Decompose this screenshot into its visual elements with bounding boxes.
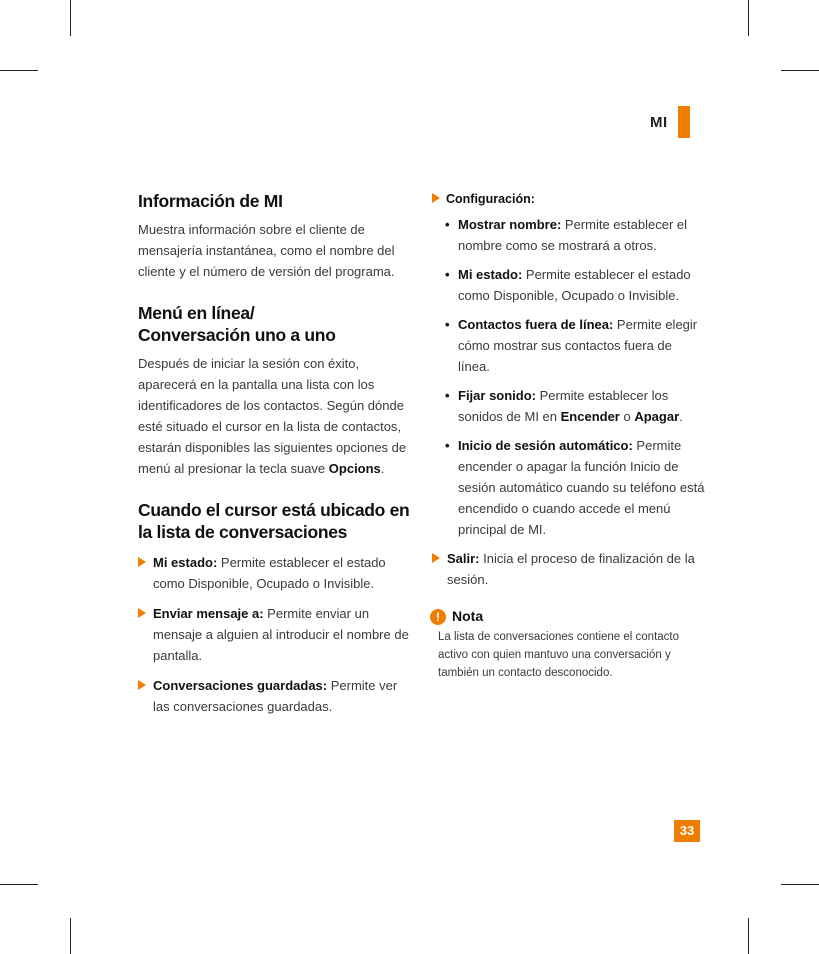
crop-mark [70,0,71,36]
list-item [445,264,707,306]
or-text: o [619,409,635,424]
cursor-heading: Cuando el cursor está ubicado en la lista de conversaciones [138,500,410,542]
right-column [432,188,707,682]
menu-heading-line1: Menú en línea/ [138,303,255,323]
menu-paragraph-end: . [380,461,385,476]
crop-mark [748,0,749,36]
encender-label: Encender [560,409,620,424]
item-text: Permite establecer los sonidos de MI en [458,388,669,424]
note-box [432,606,707,682]
bullet-dot-icon: • [445,267,450,282]
list-item [445,314,707,377]
info-paragraph: Muestra información sobre el cliente de mensajería instantánea, como el nombre del cliente y el número de versión del programa. [138,222,395,279]
item-text: Permite establecer el nombre como se mostrará a otros. [458,217,688,253]
item-text: Permite ver las conversaciones guardadas. [153,678,398,714]
bullet-dot-icon: • [445,438,450,453]
section-tab-bar [678,106,690,138]
menu-heading-line2: Conversación uno a uno [138,325,336,345]
item-term: Mostrar nombre: [458,217,562,232]
bullet-dot-icon: • [445,388,450,403]
crop-mark [0,70,38,71]
page-number: 33 [674,820,700,842]
list-item [432,548,707,590]
config-heading-text: Configuración: [446,192,535,206]
apagar-label: Apagar [634,409,680,424]
info-heading: Información de MI [138,191,283,211]
opcions-key-label: Opcions [328,461,381,476]
list-item [138,552,413,594]
list-item [445,385,707,427]
crop-mark [781,884,819,885]
item-term: Conversaciones guardadas: [153,678,328,693]
config-list [445,214,707,540]
list-item [445,214,707,256]
menu-paragraph [138,353,413,479]
left-column [138,190,413,726]
triangle-bullet-icon [138,608,146,618]
item-text: Permite establecer el estado como Disponible, Ocupado o Invisible. [153,555,386,591]
triangle-bullet-icon [138,680,146,690]
item-term: Enviar mensaje a: [153,606,264,621]
config-heading [432,188,707,210]
triangle-bullet-icon [138,557,146,567]
item-text: Permite enviar un mensaje a alguien al introducir el nombre de pantalla. [153,606,409,663]
item-term: Mi estado: [458,267,523,282]
crop-mark [781,70,819,71]
item-term: Contactos fuera de línea: [458,317,614,332]
item-end: . [679,409,683,424]
item-text: Inicia el proceso de finalización de la sesión. [447,551,695,587]
note-title: Nota [452,608,484,624]
section-label: MI [650,113,668,131]
section-tab [650,106,690,138]
list-item [138,675,413,717]
bullet-dot-icon: • [445,217,450,232]
triangle-bullet-icon [432,553,440,563]
list-item [445,435,707,540]
crop-mark [0,884,38,885]
item-text: Permite encender o apagar la función Inicio de sesión automático cuando su teléfono está encendido o cuando accede el menú principal de MI. [458,438,705,537]
item-term: Inicio de sesión automático: [458,438,633,453]
crop-mark [748,918,749,954]
triangle-bullet-icon [432,193,440,203]
note-body: La lista de conversaciones contiene el contacto activo con quien mantuvo una conversación y también un contacto desconocido. [438,631,680,679]
menu-heading [138,302,413,346]
warning-icon: ! [430,609,446,625]
crop-mark [70,918,71,954]
bullet-dot-icon: • [445,317,450,332]
item-term: Salir: [447,551,480,566]
item-term: Mi estado: [153,555,218,570]
menu-paragraph-text: Después de iniciar la sesión con éxito, aparecerá en la pantalla una lista con los identificadores de los contactos. Según dónde esté situado el cursor en la lista de contactos, estarán disponibles las siguientes opciones de menú al presionar la tecla suave [138,356,407,476]
item-text: Permite establecer el estado como Disponible, Ocupado o Invisible. [458,267,691,303]
note-header [432,606,707,627]
item-term: Fijar sonido: [458,388,536,403]
item-text: Permite elegir cómo mostrar sus contactos fuera de línea. [458,317,698,374]
list-item [138,603,413,666]
